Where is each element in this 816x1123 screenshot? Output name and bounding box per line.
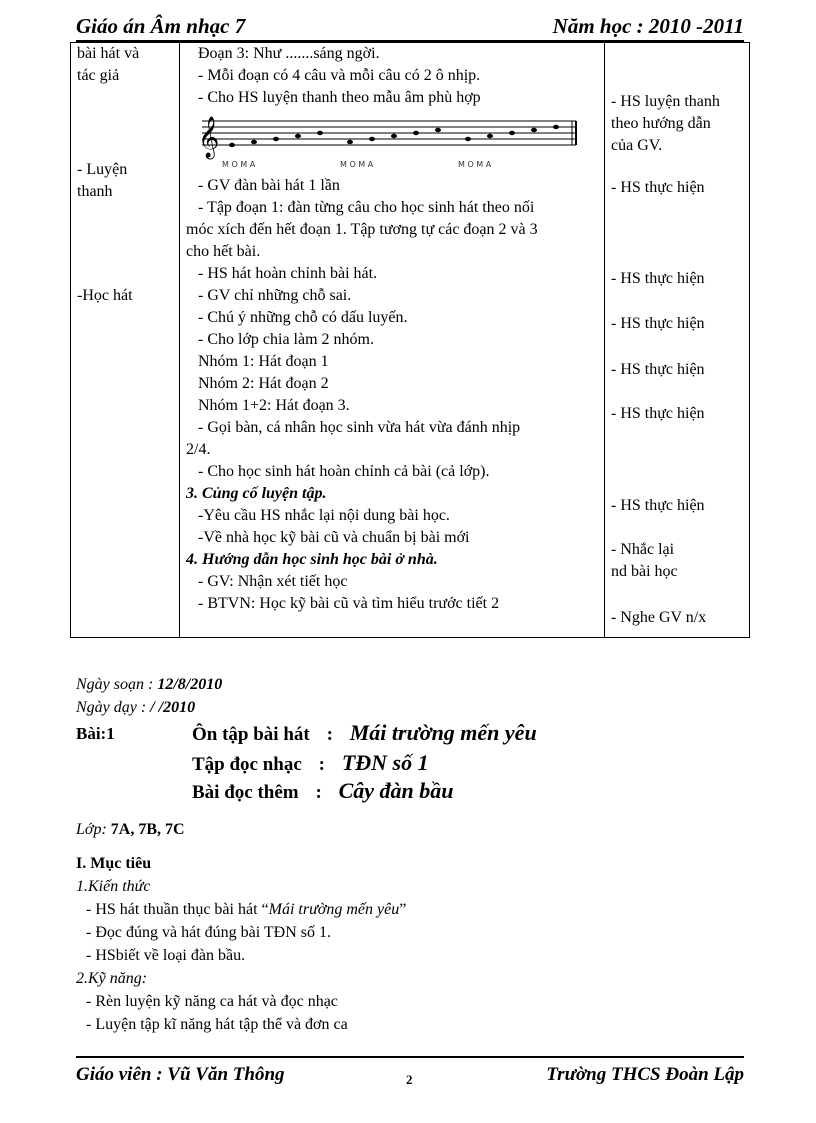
mid-line: - Mỗi đoạn có 4 câu và mỗi câu có 2 ô nhịp. [198, 67, 481, 84]
col3-text: - HS thực hiện [611, 179, 705, 196]
date-prepared [76, 676, 222, 694]
lesson-sep: : [315, 782, 322, 803]
song-title: Mái trường mến yêu [268, 901, 400, 918]
mid-line: - Tập đoạn 1: đàn từng câu cho học sinh hát theo nối [198, 199, 535, 216]
col1-text: tác giả [77, 67, 120, 84]
lesson-row [192, 778, 454, 804]
mid-line: 2/4. [186, 441, 211, 458]
activity-column [71, 43, 180, 638]
mid-line: -Về nhà học kỹ bài cũ và chuẩn bị bài mới [198, 529, 470, 546]
knowledge-heading: 1.Kiến thức [76, 878, 151, 895]
footer-school: Trường THCS Đoàn Lập [546, 1064, 744, 1085]
date-prepared-label: Ngày soạn : [76, 676, 154, 693]
staff-syllables-1: M O M A [222, 160, 256, 169]
skills-item: - Luyện tập kĩ năng hát tập thể và đơn ca [86, 1016, 348, 1033]
mid-line: - Cho học sinh hát hoàn chỉnh cả bài (cả lớp). [198, 463, 490, 480]
table-row [71, 43, 750, 638]
mid-line: - Gọi bàn, cá nhân học sinh vừa hát vừa đánh nhịp [198, 419, 521, 436]
col3-text: - HS thực hiện [611, 270, 705, 287]
knowledge-item: - Đọc đúng và hát đúng bài TĐN số 1. [86, 924, 331, 941]
date-taught-label: Ngày dạy : [76, 699, 147, 716]
col3-text: nd bài học [611, 563, 678, 580]
mid-line: - GV: Nhận xét tiết học [198, 573, 348, 590]
col1-text: -Học hát [77, 287, 133, 304]
mid-line: Nhóm 2: Hát đoạn 2 [198, 375, 329, 392]
header-subject: Giáo án Âm nhạc 7 [76, 14, 246, 38]
col3-text: - HS thực hiện [611, 405, 705, 422]
objectives-section [76, 852, 406, 1036]
mid-line: - GV chỉ những chỗ sai. [198, 287, 352, 304]
col3-text: theo hướng dẫn [611, 115, 711, 132]
mid-line: móc xích đến hết đoạn 1. Tập tương tự các đoạn 2 và 3 [186, 221, 538, 238]
header-school-year: Năm học : 2010 -2011 [552, 14, 744, 38]
mid-line: - Cho HS luyện thanh theo mẫu âm phù hợp [198, 89, 481, 106]
col3-text: - HS thực hiện [611, 315, 705, 332]
col3-text: - Nhắc lại [611, 541, 675, 558]
lesson-label: Ôn tập bài hát [192, 724, 310, 745]
knowledge-item: - HSbiết về loại đàn bầu. [86, 947, 246, 964]
skills-heading: 2.Kỹ năng: [76, 970, 148, 987]
knowledge-item: - HS hát thuần thục bài hát “Mái trường mến yêu” [86, 901, 407, 918]
lesson-sep: : [318, 754, 325, 775]
teacher-activity-column [180, 43, 605, 638]
mid-line: -Yêu cầu HS nhắc lại nội dung bài học. [198, 507, 450, 524]
mid-line: Đoạn 3: Như .......sáng ngời. [198, 45, 380, 62]
lesson-value: Mái trường mến yêu [349, 720, 537, 745]
col3-text: - Nghe GV n/x [611, 609, 707, 626]
date-taught-value: / /2010 [150, 699, 196, 716]
lesson-row [192, 720, 537, 746]
mid-line: Nhóm 1: Hát đoạn 1 [198, 353, 329, 370]
mid-line: cho hết bài. [186, 243, 261, 260]
page-footer [76, 1056, 744, 1098]
objectives-title: I. Mục tiêu [76, 855, 152, 872]
staff-syllables-2: M O M A [340, 160, 374, 169]
date-prepared-value: 12/8/2010 [157, 676, 223, 693]
lesson-label: Tập đọc nhạc [192, 754, 302, 775]
section-heading: 4. Hướng dẫn học sinh học bài ở nhà. [186, 551, 438, 568]
class-value: 7A, 7B, 7C [106, 821, 185, 838]
lesson-table [70, 42, 750, 638]
mid-line: - Cho lớp chia làm 2 nhóm. [198, 331, 374, 348]
music-staff-image [192, 111, 582, 175]
col1-text: bài hát và [77, 45, 140, 62]
lesson-row [192, 750, 429, 776]
col1-text: - Luyện [77, 161, 128, 178]
mid-line: - GV đàn bài hát 1 lần [198, 177, 340, 194]
page-header [76, 10, 744, 42]
lesson-number: Bài:1 [76, 724, 115, 743]
col3-text: của GV. [611, 137, 663, 154]
page-number: 2 [406, 1072, 413, 1087]
lesson-sep: : [326, 724, 333, 745]
mid-line: Nhóm 1+2: Hát đoạn 3. [198, 397, 350, 414]
lesson-label: Bài đọc thêm [192, 782, 299, 803]
mid-line: - BTVN: Học kỹ bài cũ và tìm hiểu trước tiết 2 [198, 595, 500, 612]
student-activity-column [605, 43, 750, 638]
skills-item: - Rèn luyện kỹ năng ca hát và đọc nhạc [86, 993, 338, 1010]
col3-text: - HS luyện thanh [611, 93, 720, 110]
class-line [76, 818, 185, 841]
mid-line: - Chú ý những chỗ có dấu luyến. [198, 309, 408, 326]
section-heading: 3. Củng cố luyện tập. [186, 485, 327, 502]
lesson-value: Cây đàn bầu [338, 778, 454, 803]
date-taught [76, 699, 195, 717]
mid-line: - HS hát hoàn chỉnh bài hát. [198, 265, 378, 282]
lesson-value: TĐN số 1 [341, 750, 429, 775]
col1-text: thanh [77, 183, 113, 200]
col3-text: - HS thực hiện [611, 361, 705, 378]
staff-syllables-3: M O M A [458, 160, 492, 169]
col3-text: - HS thực hiện [611, 497, 705, 514]
class-label: Lớp: [76, 821, 107, 838]
footer-teacher: Giáo viên : Vũ Văn Thông [76, 1064, 285, 1085]
treble-clef-icon: 𝄞 [198, 117, 220, 158]
